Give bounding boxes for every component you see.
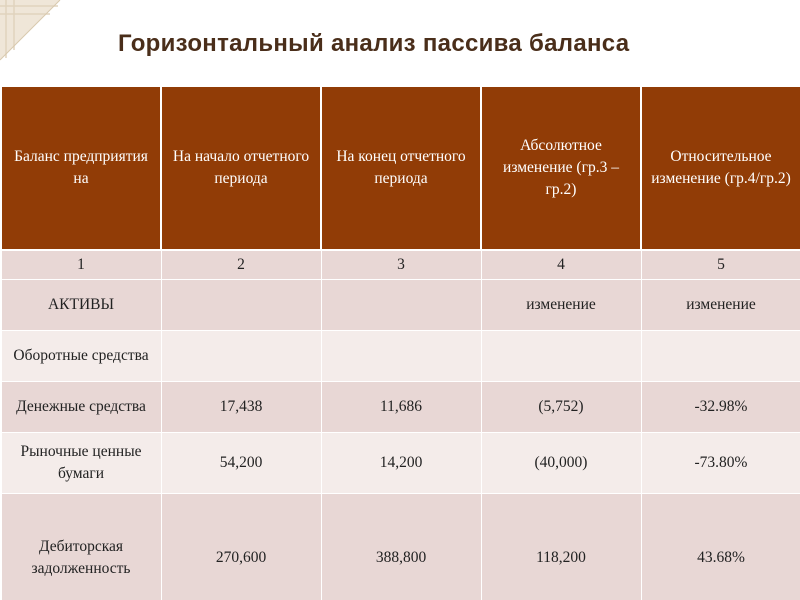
- cell-start: [161, 280, 321, 331]
- cell-abs: изменение: [481, 280, 641, 331]
- cell-start: 270,600: [161, 494, 321, 600]
- page-title: Горизонтальный анализ пассива баланса: [118, 30, 630, 57]
- column-number: 5: [641, 250, 800, 280]
- cell-start: 17,438: [161, 382, 321, 433]
- cell-abs: (5,752): [481, 382, 641, 433]
- cell-end: 388,800: [321, 494, 481, 600]
- cell-rel: [641, 331, 800, 382]
- cell-end: 11,686: [321, 382, 481, 433]
- header-relative-change: Относительное изменение (гр.4/гр.2): [641, 86, 800, 250]
- balance-table: [0, 85, 800, 600]
- cell-start: [161, 331, 321, 382]
- column-number: 4: [481, 250, 641, 280]
- cell-rel: 43.68%: [641, 494, 800, 600]
- table-row: [1, 433, 800, 494]
- row-label: Рыночные ценные бумаги: [1, 433, 161, 494]
- column-number-row: [1, 250, 800, 280]
- column-number: 1: [1, 250, 161, 280]
- column-number: 2: [161, 250, 321, 280]
- cell-start: 54,200: [161, 433, 321, 494]
- cell-end: [321, 331, 481, 382]
- header-absolute-change: Абсолютное изменение (гр.3 – гр.2): [481, 86, 641, 250]
- header-start-period: На начало отчетного периода: [161, 86, 321, 250]
- row-label: Денежные средства: [1, 382, 161, 433]
- cell-rel: -73.80%: [641, 433, 800, 494]
- table-row: [1, 280, 800, 331]
- cell-abs: (40,000): [481, 433, 641, 494]
- header-balance: Баланс предприятия на: [1, 86, 161, 250]
- header-end-period: На конец отчетного периода: [321, 86, 481, 250]
- column-number: 3: [321, 250, 481, 280]
- cell-abs: 118,200: [481, 494, 641, 600]
- row-label: АКТИВЫ: [1, 280, 161, 331]
- cell-rel: -32.98%: [641, 382, 800, 433]
- cell-end: 14,200: [321, 433, 481, 494]
- table-row: [1, 494, 800, 600]
- cell-abs: [481, 331, 641, 382]
- row-label: Дебиторская задолженность: [1, 494, 161, 600]
- row-label: Оборотные средства: [1, 331, 161, 382]
- table-row: [1, 331, 800, 382]
- table-header-row: [1, 86, 800, 250]
- corner-ornament-icon: [0, 0, 70, 70]
- cell-end: [321, 280, 481, 331]
- table-row: [1, 382, 800, 433]
- cell-rel: изменение: [641, 280, 800, 331]
